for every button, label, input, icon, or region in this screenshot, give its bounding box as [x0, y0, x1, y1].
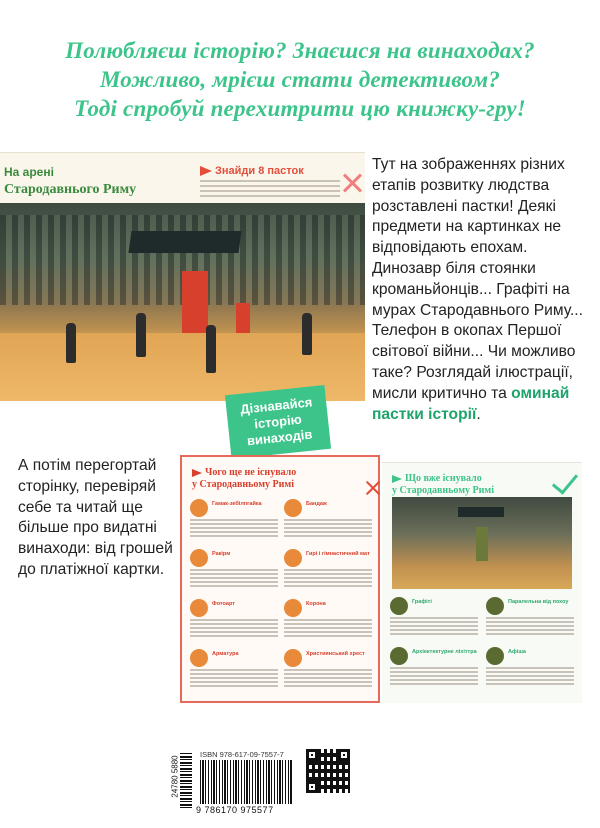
- check-mark-icon: [552, 467, 578, 494]
- entry-title: Християнський хрест: [306, 651, 365, 657]
- entry-icon: [284, 499, 302, 517]
- entry-title: Архіектектурне ліхіттра: [412, 649, 477, 655]
- heading-line-1: Чого ще не існувало: [205, 467, 297, 478]
- intro-text: [372, 155, 594, 425]
- headline: [0, 36, 600, 123]
- entry-title: Афіша: [508, 649, 526, 655]
- spread-title: [4, 163, 136, 199]
- entry-title: Арматура: [212, 651, 239, 657]
- page-heading: [392, 473, 494, 497]
- arena-canopy: [128, 231, 241, 253]
- entry-icon: [190, 549, 208, 567]
- find-traps-text: Знайди 8 пасток: [215, 165, 304, 177]
- intro-end: .: [476, 405, 481, 423]
- gladiator-figure: [302, 313, 312, 355]
- arrow-right-icon: [392, 475, 402, 483]
- heading-line-2: у Стародавньому Римі: [192, 479, 294, 490]
- vertical-barcode: [168, 752, 192, 808]
- second-text: А потім перегортай сторінку, перевіряй себе та читай ще більше про видатні винаходи: від грошей до платіжної картки.: [18, 457, 173, 578]
- barcode-number: 9 786170 975577: [196, 805, 274, 815]
- arena-illustration: [0, 203, 365, 401]
- gladiator-figure: [206, 325, 216, 373]
- headline-line-1: Полюбляєш історію? Знаєшся на винаходах?: [65, 38, 535, 63]
- heading-line-1: Що вже існувало: [405, 473, 482, 484]
- badge-learn-inventions: Дізнавайся історію винаходів: [225, 385, 331, 459]
- entry-icon: [284, 549, 302, 567]
- entry-title: Гамак-зебілпгайка: [212, 501, 262, 507]
- gladiator-figure: [66, 323, 76, 363]
- entry-title: Корона: [306, 601, 326, 607]
- headline-line-3: Тоді спробуй перехитрити цю книжку-гру!: [74, 96, 526, 121]
- spread-page-already-existed: [382, 462, 582, 703]
- entry-icon: [284, 649, 302, 667]
- arrow-right-icon: [192, 469, 202, 477]
- vertical-barcode-number: 24780 5880: [170, 755, 180, 798]
- arena-banner: [182, 271, 208, 341]
- isbn-label: ISBN 978-617-09-7557-7: [200, 750, 284, 759]
- find-traps-label: [200, 165, 304, 177]
- entry-title: Ракірм: [212, 551, 231, 557]
- entry-icon: [190, 599, 208, 617]
- page-heading: [192, 467, 296, 491]
- entry-icon: [486, 597, 504, 615]
- cross-mark-icon: [342, 173, 362, 193]
- entry-title: Гирі і гімнастичний мат: [306, 551, 370, 557]
- entry-title: Бандаж: [306, 501, 327, 507]
- entry-icon: [390, 647, 408, 665]
- arena-illustration-small: [392, 497, 572, 589]
- cross-mark-icon: [366, 481, 380, 495]
- barcode: [200, 760, 292, 804]
- entry-icon: [190, 649, 208, 667]
- spread-body-text: [200, 180, 340, 200]
- heading-line-2: у Стародавньому Римі: [392, 485, 494, 496]
- entry-title: Паралельна від похоу: [508, 599, 569, 605]
- entry-icon: [486, 647, 504, 665]
- intro-emphasis: оминай пастки історії: [372, 384, 570, 423]
- spread-page-did-not-exist: [180, 455, 380, 703]
- book-spread-arena: [0, 152, 365, 400]
- entry-title: Графіті: [412, 599, 432, 605]
- qr-code: [306, 749, 350, 793]
- headline-line-2: Можливо, мрієш стати детективом?: [99, 67, 501, 92]
- arena-banner-small: [236, 303, 250, 337]
- entry-icon: [284, 599, 302, 617]
- arrow-right-icon: [200, 166, 212, 176]
- entry-icon: [390, 597, 408, 615]
- intro-main: Тут на зображеннях різних етапів розвитку людства розставлені пастки! Деякі предмети на картинках не відповідають епохам. Динозавр біля стоянки кроманьйонців... Графіті на мурах Стародавнього Риму... Телефон в окопах Першої світової війни... Чи можливо таке? Розглядай ілюстрації, мисли критично та: [372, 156, 583, 402]
- entry-title: Фотоарт: [212, 601, 235, 607]
- gladiator-figure: [136, 313, 146, 357]
- entry-icon: [190, 499, 208, 517]
- spread-title-line-1: На арені: [4, 165, 54, 179]
- spread-title-line-2: Стародавнього Риму: [4, 182, 137, 197]
